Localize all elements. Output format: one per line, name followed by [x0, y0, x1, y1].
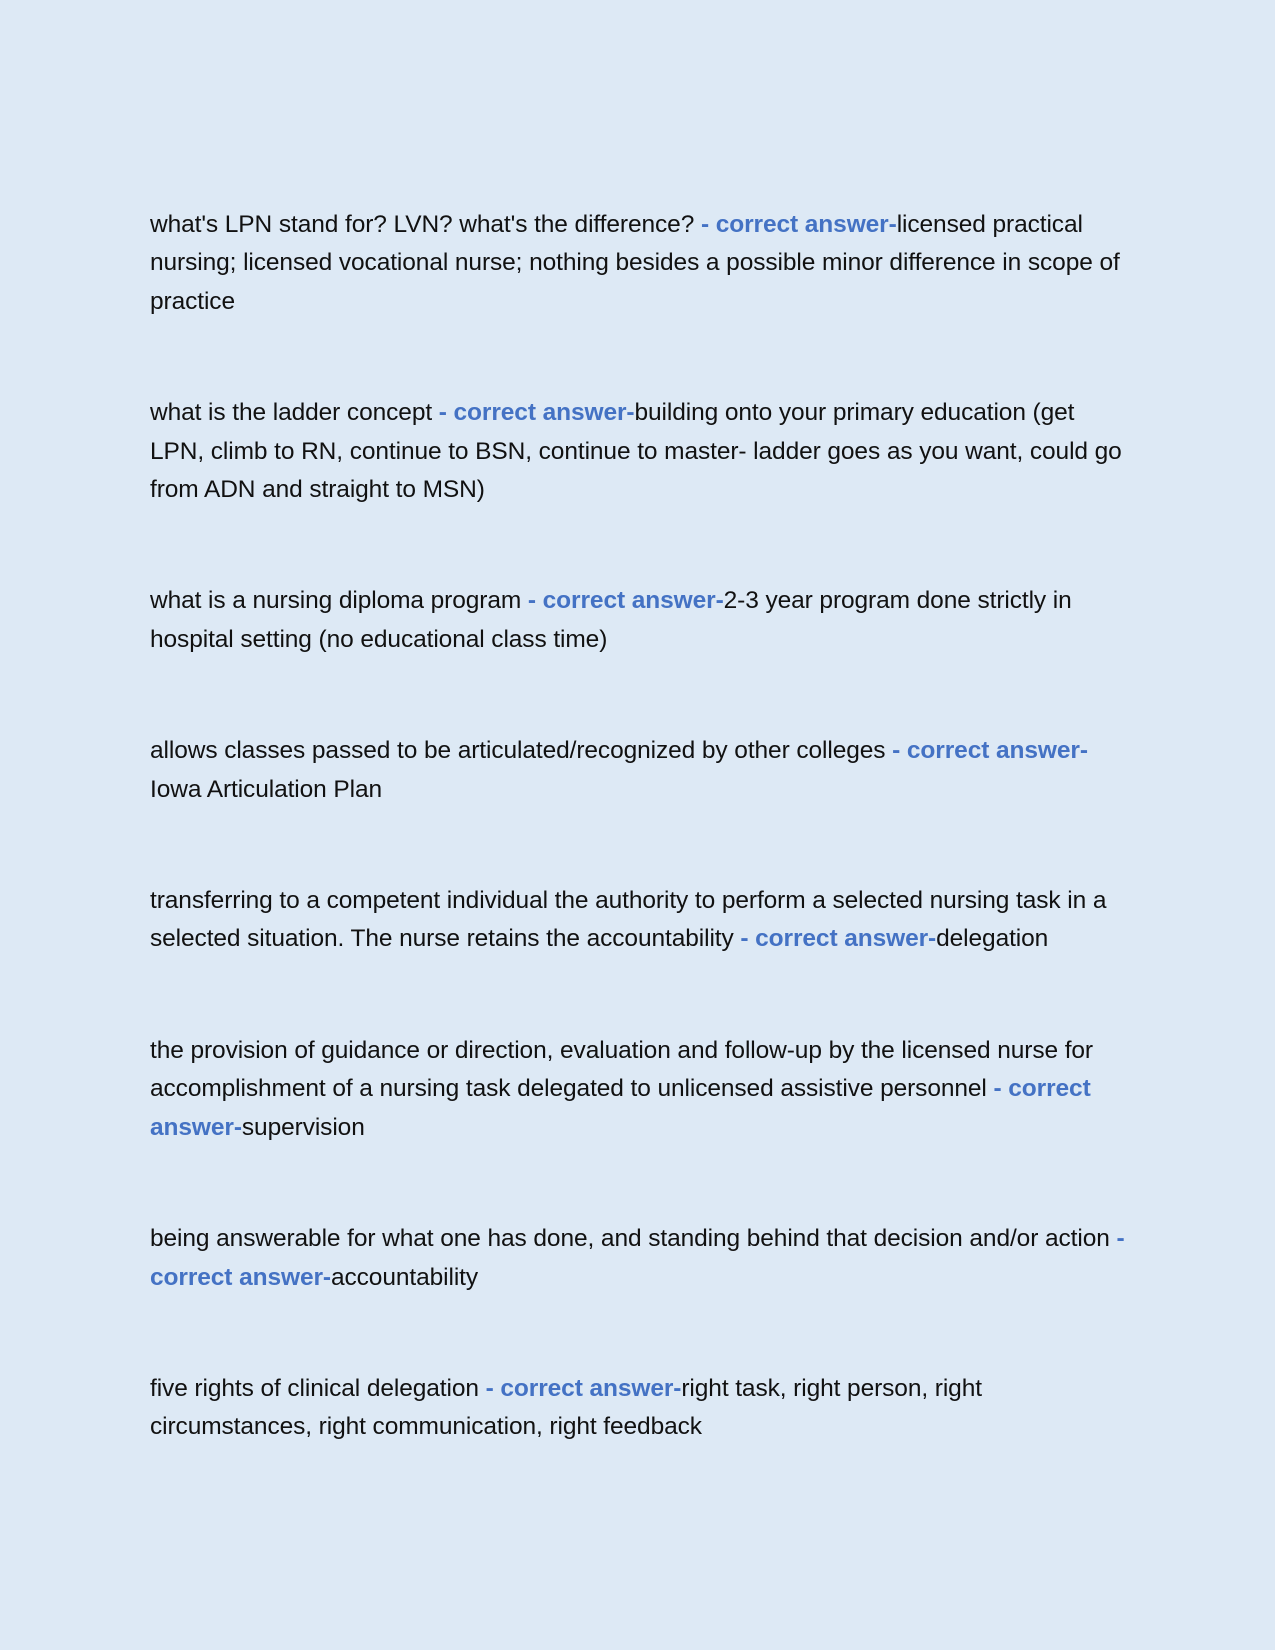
flashcard-3: [150, 582, 1125, 659]
question-text: what is a nursing diploma program: [150, 587, 522, 615]
answer-text: building onto your primary education (get LPN, climb to RN, continue to BSN, continue to master- ladder goes as you want, could go from ADN and straight to MSN): [150, 399, 1122, 504]
question-text: what's LPN stand for? LVN? what's the difference?: [150, 211, 695, 238]
flashcard-1: [150, 206, 1125, 321]
flashcard-6: [150, 1032, 1125, 1147]
question-text: transferring to a competent individual the authority to perform a selected nursing task in a selected situation. The nurse retains the accountability: [150, 887, 1107, 953]
correct-answer-separator: - correct answer-: [150, 1075, 1091, 1141]
flashcard-4: [150, 732, 1125, 809]
answer-text: licensed practical nursing; licensed vocational nurse; nothing besides a possible minor difference in scope of practice: [150, 211, 1120, 315]
correct-answer-separator: - correct answer-: [478, 1374, 682, 1402]
correct-answer-separator: - correct answer-: [521, 587, 724, 615]
question-text: allows classes passed to be articulated/recognized by other colleges: [150, 737, 886, 765]
answer-text: right task, right person, right circumstances, right communication, right feedback: [150, 1374, 982, 1441]
answer-text: Iowa Articulation Plan: [150, 775, 383, 803]
answer-text: 2-3 year program done strictly in hospital setting (no educational class time): [150, 587, 1072, 653]
correct-answer-separator: - correct answer-: [885, 737, 1088, 765]
correct-answer-separator: - correct answer-: [733, 925, 937, 953]
flashcard-2: [150, 394, 1125, 509]
answer-text: supervision: [241, 1113, 365, 1141]
correct-answer-separator: - correct answer-: [150, 1225, 1125, 1291]
correct-answer-separator: - correct answer-: [694, 211, 897, 238]
question-text: five rights of clinical delegation: [150, 1374, 479, 1402]
document-page: [150, 206, 1125, 1520]
correct-answer-separator: - correct answer-: [432, 399, 635, 427]
answer-text: accountability: [330, 1263, 479, 1291]
question-text: the provision of guidance or direction, evaluation and follow-up by the licensed nurse for accomplishment of a nursing task delegated to unlicensed assistive personnel: [150, 1036, 1093, 1103]
flashcard-7: [150, 1220, 1125, 1297]
flashcard-5: [150, 882, 1125, 959]
question-text: what is the ladder concept: [150, 399, 433, 427]
answer-text: delegation: [936, 925, 1049, 953]
flashcard-8: [150, 1370, 1125, 1447]
question-text: being answerable for what one has done, and standing behind that decision and/or action: [150, 1225, 1110, 1253]
